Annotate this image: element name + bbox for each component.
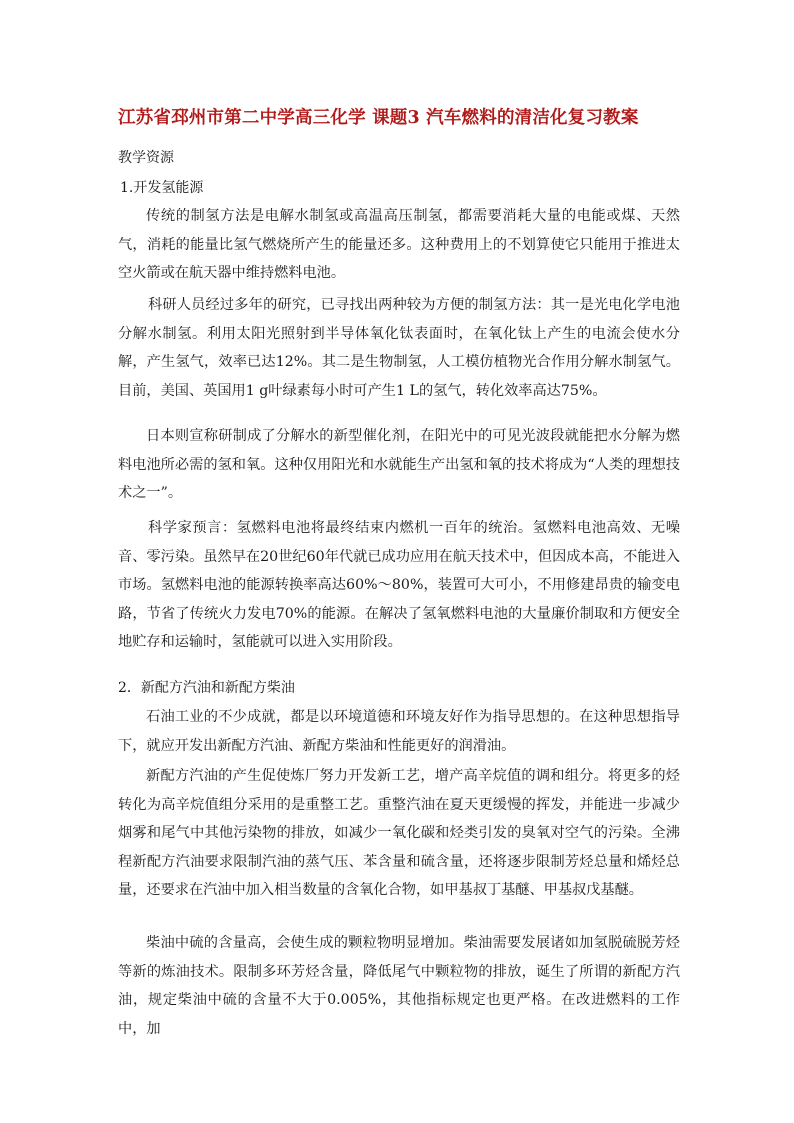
- heading-hydrogen-energy: 1.开发氢能源: [120, 180, 204, 196]
- document-title: 江苏省邳州市第二中学高三化学 课题3 汽车燃料的清洁化复习教案: [118, 108, 639, 128]
- paragraph-3: 日本则宣称研制成了分解水的新型催化剂，在阳光中的可见光波段就能把水分解为燃料电池所必需的氢和氧。这种仅用阳光和水就能生产出氢和氧的技术将成为“人类的理想技术之一”。: [118, 428, 680, 501]
- paragraph-2: 科研人员经过多年的研究，已寻找出两种较为方便的制氢方法：其一是光电化学电池分解水制氢。利用太阳光照射到半导体氧化钛表面时，在氧化钛上产生的电流会使水分解，产生氢气，效率已达12%。其二是生物制氢，人工模仿植物光合作用分解水制氢气。目前，美国、英国用1 g叶绿素每小时可产生1 L的氢气，转化效率高达75%。: [118, 297, 680, 399]
- paragraph-4: 科学家预言：氢燃料电池将最终结束内燃机一百年的统治。氢燃料电池高效、无噪音、零污染。虽然早在20世纪60年代就已成功应用在航天技术中，但因成本高，不能进入市场。氢燃料电池的能源转换率高达60%～80%，装置可大可小，不用修建昂贵的输变电路，节省了传统火力发电70%的能源。在解决了氢氧燃料电池的大量廉价制取和方便安全地贮存和运输时，氢能就可以进入实用阶段。: [118, 520, 680, 650]
- section-label: 教学资源: [118, 150, 174, 166]
- paragraph-7: 柴油中硫的含量高，会使生成的颗粒物明显增加。柴油需要发展诸如加氢脱硫脱芳烃等新的炼油技术。限制多环芳烃含量，降低尾气中颗粒物的排放，诞生了所谓的新配方汽油，规定柴油中硫的含量不大于0.005%，其他指标规定也更严格。在改进燃料的工作中，加: [118, 935, 680, 1037]
- paragraph-6: 新配方汽油的产生促使炼厂努力开发新工艺，增产高辛烷值的调和组分。将更多的烃转化为高辛烷值组分采用的是重整工艺。重整汽油在夏天更缓慢的挥发，并能进一步减少烟雾和尾气中其他污染物的排放，如减少一氧化碳和烃类引发的臭氧对空气的污染。全沸程新配方汽油要求限制汽油的蒸气压、苯含量和硫含量，还将逐步限制芳烃总量和烯烃总量，还要求在汽油中加入相当数量的含氧化合物，如甲基叔丁基醚、甲基叔戊基醚。: [118, 768, 680, 898]
- paragraph-1: 传统的制氢方法是电解水制氢或高温高压制氢，都需要消耗大量的电能或煤、天然气，消耗的能量比氢气燃烧所产生的能量还多。这种费用上的不划算使它只能用于推进太空火箭或在航天器中维持燃料电池。: [118, 208, 680, 281]
- heading-new-formula-fuels: 2．新配方汽油和新配方柴油: [118, 680, 295, 696]
- paragraph-5: 石油工业的不少成就，都是以环境道德和环境友好作为指导思想的。在这种思想指导下，就应开发出新配方汽油、新配方柴油和性能更好的润滑油。: [118, 709, 680, 754]
